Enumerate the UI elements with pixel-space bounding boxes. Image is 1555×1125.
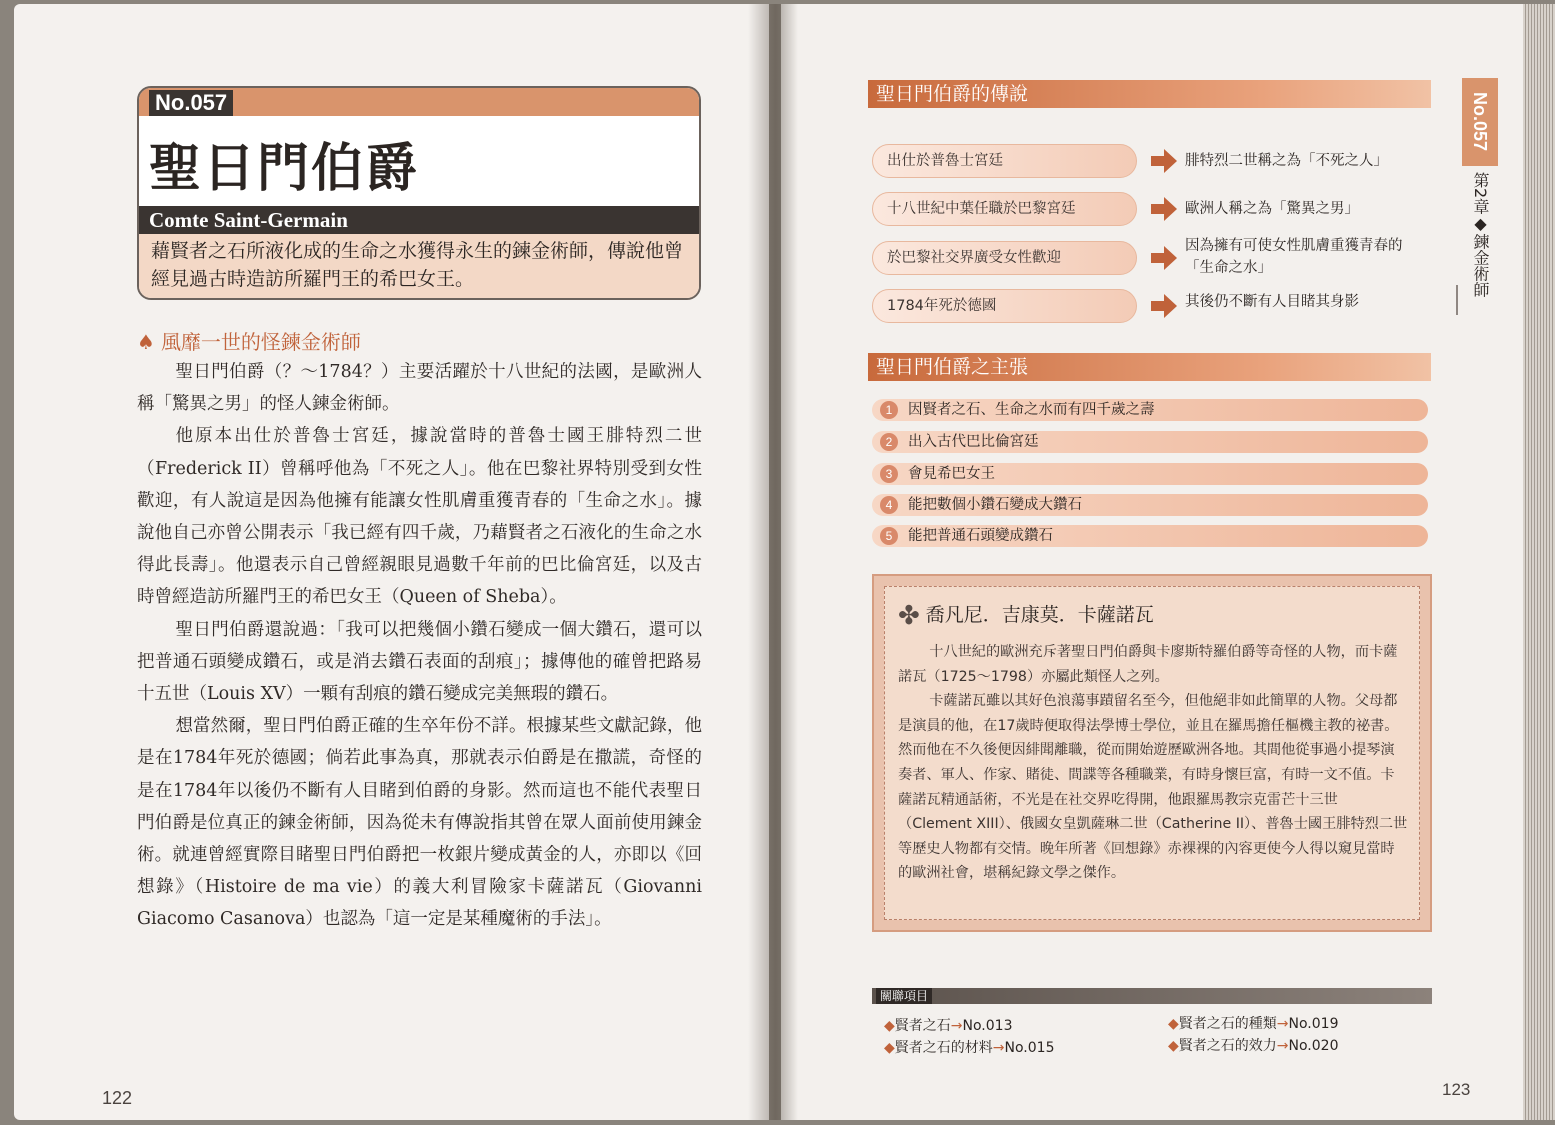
arrow-right-icon — [1151, 301, 1165, 311]
arrow-icon: → — [950, 1018, 963, 1034]
related-items-bar — [872, 988, 1432, 1004]
diamond-icon: ◆ — [884, 1040, 895, 1056]
claim-item — [872, 399, 1428, 421]
legend-row — [872, 238, 1427, 276]
page-number-left: 122 — [102, 1088, 133, 1108]
paragraph: 聖日門伯爵還說過：「我可以把幾個小鑽石變成一個大鑽石，還可以把普通石頭變成鑽石，或是消去鑽石表面的刮痕」；據傳他的確曾把路易十五世（Louis XV）一顆有刮痕的鑽石變成完美無瑕的鑽石。 — [137, 619, 702, 705]
legend-cause: 1784年死於德國 — [872, 289, 1137, 323]
entry-number-tag: No.057 — [149, 90, 233, 116]
legend-result: 其後仍不斷有人目睹其身影 — [1185, 294, 1359, 310]
related-item: ◆賢者之石的效力→No.020 — [1168, 1038, 1339, 1054]
section-heading — [137, 326, 361, 355]
arrow-right-icon — [1151, 253, 1165, 263]
column-paragraph: 十八世紀的歐洲充斥著聖日門伯爵與卡廖斯特羅伯爵等奇怪的人物，而卡薩諾瓦（1725～1798）亦屬此類怪人之列。 — [898, 644, 1398, 685]
related-item: ◆賢者之石的種類→No.019 — [1168, 1016, 1339, 1032]
related-item: ◆賢者之石→No.013 — [884, 1018, 1013, 1034]
body-text — [137, 356, 702, 936]
page-number-right: 123 — [1442, 1080, 1471, 1099]
column-text — [898, 640, 1408, 886]
title-box — [137, 86, 701, 300]
diamond-icon: ◆ — [1168, 1038, 1179, 1054]
claims-heading: 聖日門伯爵之主張 — [868, 353, 1431, 381]
claim-text: 出入古代巴比倫宮廷 — [908, 434, 1039, 450]
claim-number: 1 — [880, 401, 898, 419]
legend-cause: 出仕於普魯士宮廷 — [872, 144, 1137, 178]
paragraph: 他原本出仕於普魯士宮廷，據說當時的普魯士國王腓特烈二世（Frederick II）曾稱呼他為「不死之人」。他在巴黎社界特別受到女性歡迎，有人說這是因為他擁有能讓女性肌膚重獲青春的「生命之水」。據說他自己亦曾公開表示「我已經有四千歲，乃藉賢者之石液化的生命之水得此長壽」。他還表示自己曾經親眼見過數千年前的巴比倫宮廷，以及古時曾經造訪所羅門王的希巴女王（Queen of Sheba）。 — [137, 426, 702, 608]
claim-item — [872, 494, 1428, 516]
claim-text: 能把普通石頭變成鑽石 — [908, 528, 1053, 544]
entry-summary: 藉賢者之石所液化成的生命之水獲得永生的鍊金術師，傳說他曾經見過古時造訪所羅門王的希巴女王。 — [139, 234, 699, 298]
entry-title: 聖日門伯爵 — [149, 139, 420, 199]
claim-text: 因賢者之石、生命之水而有四千歲之壽 — [908, 402, 1155, 418]
paragraph: 聖日門伯爵（？～1784？）主要活躍於十八世紀的法國，是歐洲人稱「驚異之男」的怪人鍊金術師。 — [137, 362, 702, 415]
side-tab-divider — [1456, 285, 1458, 315]
claim-text: 會見希巴女王 — [908, 466, 995, 482]
related-items-label: 關聯項目 — [876, 988, 932, 1004]
claim-item — [872, 463, 1428, 485]
section-heading-text: 風靡一世的怪鍊金術師 — [160, 330, 361, 354]
legend-row — [872, 192, 1427, 226]
arrow-right-icon — [1151, 156, 1165, 166]
legend-result: 歐洲人稱之為「驚異之男」 — [1185, 201, 1359, 217]
claim-number: 5 — [880, 527, 898, 545]
claim-number: 4 — [880, 496, 898, 514]
arrow-icon: → — [1276, 1038, 1289, 1054]
claim-item — [872, 525, 1428, 547]
legend-result: 因為擁有可使女性肌膚重獲青春的「生命之水」 — [1185, 238, 1403, 276]
claim-item — [872, 431, 1428, 453]
diamond-icon: ◆ — [1168, 1016, 1179, 1032]
diamond-icon: ◆ — [884, 1018, 895, 1034]
related-item: ◆賢者之石的材料→No.015 — [884, 1040, 1055, 1056]
spade-icon: ♠ — [137, 330, 155, 354]
column-box — [872, 574, 1432, 932]
legend-heading: 聖日門伯爵的傳說 — [868, 80, 1431, 108]
claim-number: 2 — [880, 433, 898, 451]
clover-icon: ✤ — [898, 601, 920, 631]
paragraph: 想當然爾，聖日門伯爵正確的生卒年份不詳。根據某些文獻記錄，他是在1784年死於德國；倘若此事為真，那就表示伯爵是在撒謊，奇怪的是在1784年以後仍不斷有人目睹到伯爵的身影。然而這也不能代表聖日門伯爵是位真正的鍊金術師，因為從未有傳說指其曾在眾人面前使用鍊金術。就連曾經實際目睹聖日門伯爵把一枚銀片變成黃金的人，亦即以《回想錄》（Histoire de ma vie）的義大利冒險家卡薩諾瓦（Giovanni Giacomo Casanova）也認為「這一定是某種魔術的手法」。 — [137, 716, 702, 930]
arrow-icon: → — [992, 1040, 1005, 1056]
arrow-icon: → — [1276, 1016, 1289, 1032]
book-gutter — [748, 4, 798, 1120]
claim-text: 能把數個小鑽石變成大鑽石 — [908, 497, 1082, 513]
legend-result: 腓特烈二世稱之為「不死之人」 — [1185, 153, 1388, 169]
arrow-right-icon — [1151, 204, 1165, 214]
legend-cause: 於巴黎社交界廣受女性歡迎 — [872, 241, 1137, 275]
legend-row — [872, 289, 1427, 323]
claim-number: 3 — [880, 465, 898, 483]
side-tab-chapter: 第2章◆鍊金術師 — [1471, 172, 1490, 298]
page-edges — [1523, 4, 1555, 1120]
column-title — [898, 600, 1154, 631]
column-paragraph: 卡薩諾瓦雖以其好色浪蕩事蹟留名至今，但他絕非如此簡單的人物。父母都是演員的他，在17歲時便取得法學博士學位，並且在羅馬擔任樞機主教的祕書。然而他在不久後便因緋聞離職，從而開始遊歷歐洲各地。其間他從事過小提琴演奏者、軍人、作家、賭徒、間諜等各種職業，有時身懷巨富，有時一文不值。卡薩諾瓦精通話術，不光是在社交界吃得開，他跟羅馬教宗克雷芒十三世（Clement XIII）、俄國女皇凱薩琳二世（Catherine II）、普魯士國王腓特烈二世等歷史人物都有交情。晚年所著《回想錄》赤裸裸的內容更使今人得以窺見當時的歐洲社會，堪稱紀錄文學之傑作。 — [898, 693, 1408, 882]
entry-subtitle: Comte Saint-Germain — [139, 206, 699, 234]
legend-cause: 十八世紀中葉任職於巴黎宮廷 — [872, 192, 1137, 226]
legend-row — [872, 144, 1427, 178]
column-title-text: 喬凡尼．吉康莫．卡薩諾瓦 — [925, 604, 1154, 626]
side-tab-number: No.057 — [1462, 78, 1498, 166]
